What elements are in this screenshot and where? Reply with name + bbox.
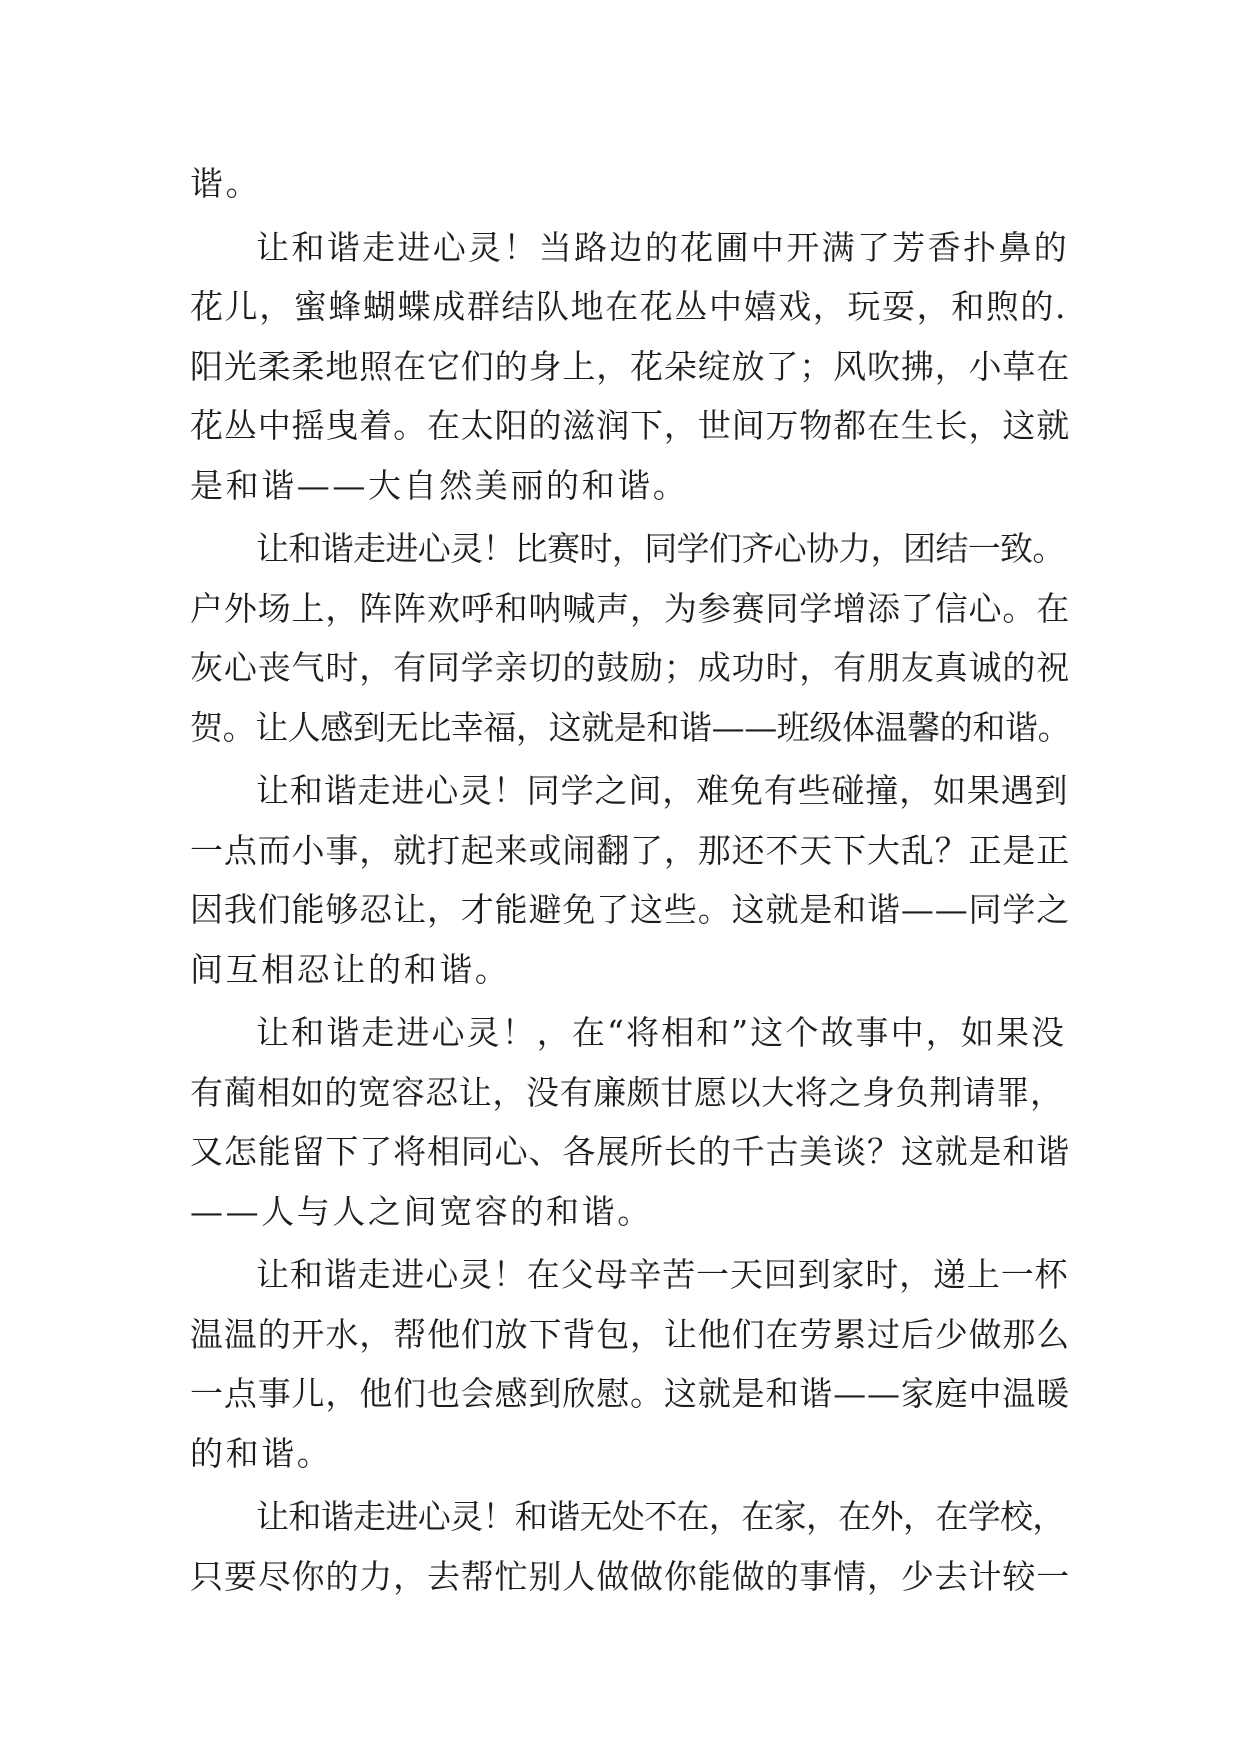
text-line: 只要尽你的力，去帮忙别人做做你能做的事情，少去计较一 (190, 1556, 1071, 1596)
text-line: 让和谐走进心灵！，在“将相和”这个故事中，如果没 (256, 1013, 1067, 1052)
paragraph-1-continuation (190, 154, 1070, 214)
text-line: ——人与人之间宽容的和谐。 (190, 1191, 653, 1231)
paragraph-5-story (190, 1003, 1070, 1241)
text-line: 户外场上，阵阵欢呼和呐喊声，为参赛同学增添了信心。在 (190, 588, 1071, 628)
body-text (190, 154, 1070, 1606)
text-line: 又怎能留下了将相同心、各展所长的千古美谈？这就是和谐 (190, 1132, 1071, 1171)
text-line: 是和谐——大自然美丽的和谐。 (190, 465, 689, 505)
text-line: 让和谐走进心灵！和谐无处不在，在家，在外，在学校， (256, 1497, 1065, 1536)
text-line: 花丛中摇曳着。在太阳的滋润下，世间万物都在生长，这就 (190, 406, 1071, 445)
paragraph-6-family (190, 1245, 1070, 1483)
text-line: 的和谐。 (190, 1433, 333, 1473)
paragraph-4-classmates (190, 761, 1070, 999)
paragraph-2-nature (190, 218, 1070, 516)
text-line: 让和谐走进心灵！在父母辛苦一天回到家时，递上一杯 (256, 1255, 1069, 1294)
paragraph-7-everywhere (190, 1487, 1070, 1606)
paragraph-3-class (190, 519, 1070, 757)
text-line: 温温的开水，帮他们放下背包，让他们在劳累过后少做那么 (190, 1314, 1071, 1354)
text-line: 阳光柔柔地照在它们的身上，花朵绽放了；风吹拂，小草在 (190, 346, 1071, 386)
text-line: 有蔺相如的宽容忍让，没有廉颇甘愿以大将之身负荆请罪， (190, 1072, 1064, 1112)
text-line: 一点事儿，他们也会感到欣慰。这就是和谐——家庭中温暖 (190, 1374, 1071, 1413)
text-line: 贺。让人感到无比幸福，这就是和谐——班级体温馨的和谐。 (190, 707, 1071, 747)
text-line: 灰心丧气时，有同学亲切的鼓励；成功时，有朋友真诚的祝 (190, 648, 1071, 687)
text-line: 让和谐走进心灵！同学之间，难免有些碰撞，如果遇到 (256, 771, 1069, 810)
text-line: 一点而小事，就打起来或闹翻了，那还不天下大乱？正是正 (190, 830, 1071, 870)
text-line: 让和谐走进心灵！当路边的花圃中开满了芳香扑鼻的 (256, 227, 1070, 267)
text-line: 谐。 (190, 164, 262, 203)
text-line: 间互相忍让的和谐。 (190, 949, 511, 989)
text-line: 花儿，蜜蜂蝴蝶成群结队地在花丛中嬉戏，玩耍，和煦的. (190, 287, 1068, 326)
text-line: 因我们能够忍让，才能避免了这些。这就是和谐——同学之 (190, 890, 1071, 929)
text-line: 让和谐走进心灵！比赛时，同学们齐心协力，团结一致。 (256, 529, 1065, 568)
